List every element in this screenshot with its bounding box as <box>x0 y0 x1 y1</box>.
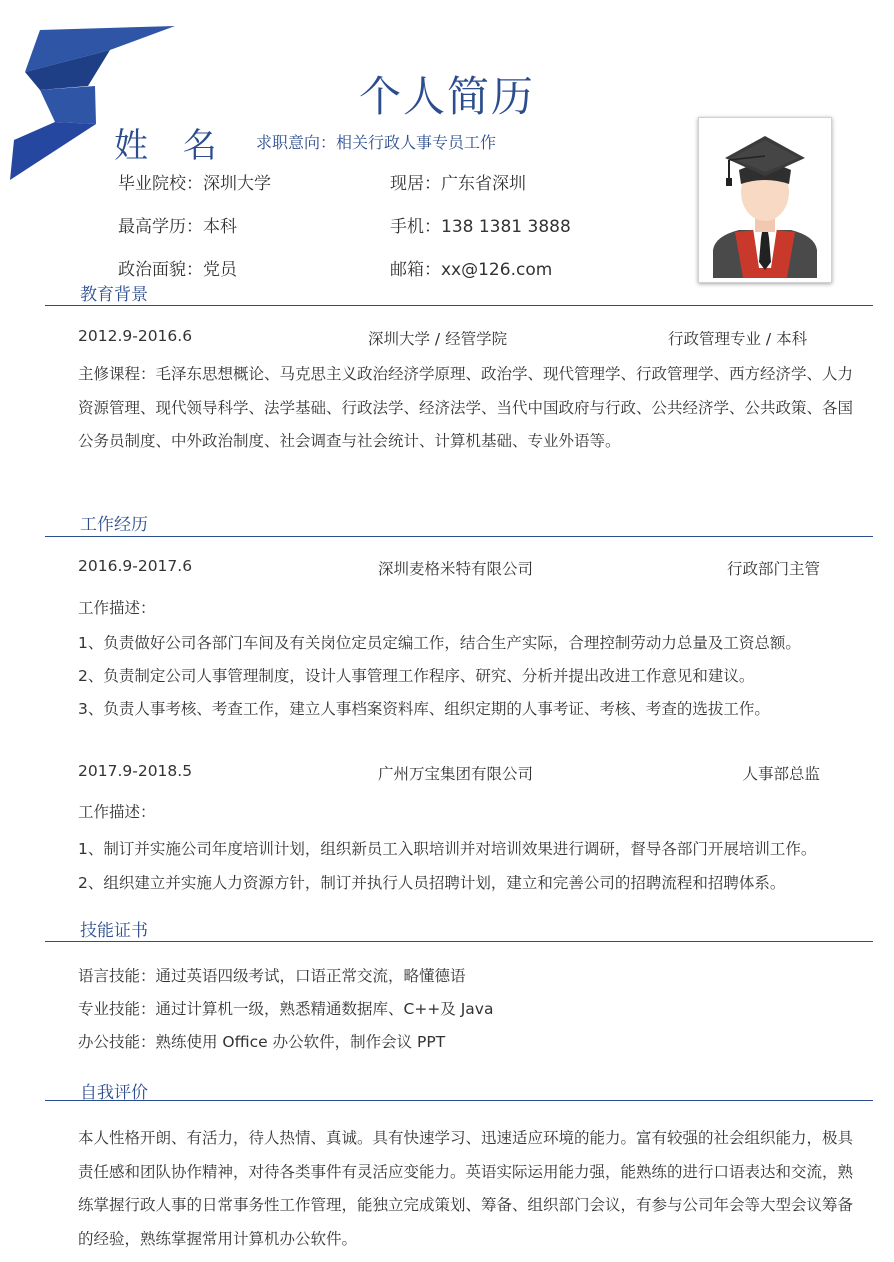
job-desc-item: 1、负责做好公司各部门车间及有关岗位定员定编工作，结合生产实际，合理控制劳动力总量及工资总额。 <box>78 634 801 652</box>
self-evaluation-text: 本人性格开朗、有活力，待人热情、真诚。具有快速学习、迅速适应环境的能力。富有较强的社会组织能力，极具责任感和团队协作精神，对待各类事件有灵活应变能力。英语实际运用能力强，能熟练的进行口语表达和交流，熟练掌握行政人事的日常事务性工作管理，能独立完成策划、筹备、组织部门会议，有参与公司年会等大型会议筹备的经验，熟练掌握常用计算机办公软件。 <box>78 1129 854 1248</box>
job-desc-item: 2、负责制定公司人事管理制度，设计人事管理工作程序、研究、分析并提出改进工作意见和建议。 <box>78 667 755 685</box>
skill-item: 语言技能：通过英语四级考试，口语正常交流，略懂德语 <box>78 967 466 985</box>
job-desc-item: 3、负责人事考核、考查工作，建立人事档案资料库、组织定期的人事考证、考核、考查的选拔工作。 <box>78 700 770 718</box>
info-school: 毕业院校：深圳大学 <box>118 174 271 194</box>
job-desc-item: 2、组织建立并实施人力资源方针，制订并执行人员招聘计划，建立和完善公司的招聘流程和招聘体系。 <box>78 874 786 892</box>
job-desc-label: 工作描述： <box>78 803 156 821</box>
info-political: 政治面貌：党员 <box>118 260 237 280</box>
info-phone: 手机：138 1381 3888 <box>390 217 571 237</box>
education-major: 行政管理专业 / 本科 <box>668 330 808 348</box>
job-period: 2017.9-2018.5 <box>78 762 193 780</box>
section-divider <box>45 536 873 537</box>
job-company: 广州万宝集团有限公司 <box>378 765 534 783</box>
job-period: 2016.9-2017.6 <box>78 557 193 575</box>
skill-item: 专业技能：通过计算机一级，熟悉精通数据库、C++及 Java <box>78 1000 494 1018</box>
job-company: 深圳麦格米特有限公司 <box>378 560 534 578</box>
info-degree: 最高学历：本科 <box>118 217 237 237</box>
skill-item: 办公技能：熟练使用 Office 办公软件，制作会议 PPT <box>78 1033 446 1051</box>
job-position: 人事部总监 <box>742 765 820 783</box>
education-school: 深圳大学 / 经管学院 <box>368 330 508 348</box>
info-email: 邮箱：xx@126.com <box>390 260 553 280</box>
job-desc-label: 工作描述： <box>78 599 156 617</box>
avatar-graduate-icon <box>699 118 831 282</box>
profile-photo <box>698 117 832 283</box>
section-title-skills: 技能证书 <box>80 921 148 941</box>
section-divider <box>45 1100 873 1101</box>
section-divider <box>45 941 873 942</box>
job-position: 行政部门主管 <box>726 560 820 578</box>
section-title-education: 教育背景 <box>80 285 148 305</box>
job-objective: 求职意向：相关行政人事专员工作 <box>256 133 497 152</box>
info-residence: 现居：广东省深圳 <box>390 174 526 194</box>
section-title-work: 工作经历 <box>80 515 148 535</box>
job-desc-item: 1、制订并实施公司年度培训计划，组织新员工入职培训并对培训效果进行调研，督导各部门开展培训工作。 <box>78 840 817 858</box>
education-period: 2012.9-2016.6 <box>78 327 193 345</box>
page-title: 个人简历 <box>358 72 535 121</box>
section-title-self: 自我评价 <box>80 1083 148 1103</box>
education-courses: 主修课程：毛泽东思想概论、马克思主义政治经济学原理、政治学、现代管理学、行政管理学、西方经济学、人力资源管理、现代领导科学、法学基础、行政法学、经济法学、当代中国政府与行政、公共经济学、公共政策、各国公务员制度、中外政治制度、社会调查与社会统计、计算机基础、专业外语等。 <box>78 365 854 450</box>
candidate-name: 姓 名 <box>114 126 229 166</box>
section-divider <box>45 305 873 306</box>
